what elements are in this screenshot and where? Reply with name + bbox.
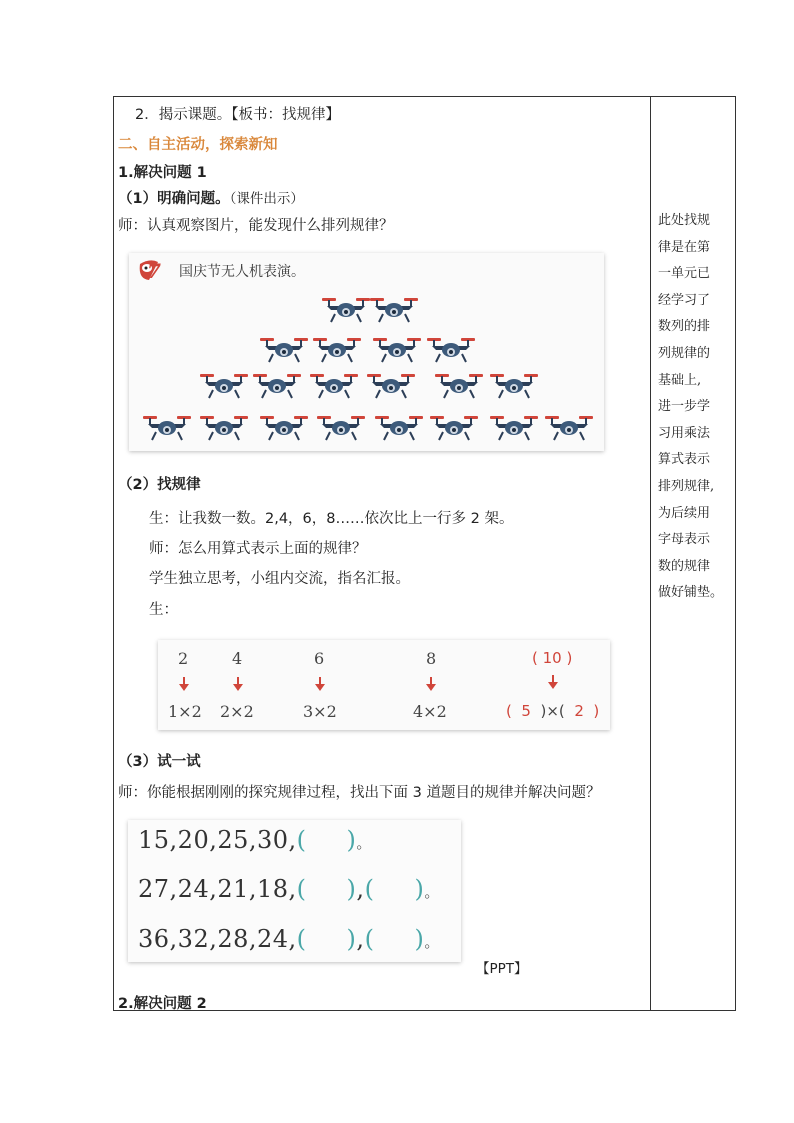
drone-card-label: 国庆节无人机表演。 (179, 264, 305, 280)
blank-close: ) (414, 925, 425, 953)
teaching-note-line: 经学习了 (658, 292, 711, 308)
drone-icon (199, 371, 249, 399)
down-arrow-icon (179, 677, 189, 691)
problem1-heading: 1.解决问题 1 (118, 165, 207, 181)
blank-close: ) (346, 875, 357, 903)
reveal-topic-line: 2．揭示课题。【板书：找规律】 (135, 107, 340, 123)
teaching-note-line: 此处找规 (658, 213, 711, 228)
teaching-note-line: 做好铺垫。 (658, 585, 724, 601)
drone-icon (312, 335, 362, 363)
teaching-note-line: 基础上, (658, 372, 702, 388)
top-value-4: 8 (426, 649, 437, 668)
teaching-note-line: 排列规律, (658, 478, 715, 494)
bottom-expr-1: 1×2 (168, 702, 202, 721)
top-value-2: 4 (232, 649, 243, 668)
down-arrow-icon (233, 677, 243, 691)
teacher-question-1: 师：认真观察图片，能发现什么排列规律？ (118, 218, 394, 234)
teacher-line-2: 师：怎么用算式表示上面的规律？ (149, 541, 367, 557)
problem2-heading: 2.解决问题 2 (118, 996, 207, 1012)
student-line: 生：让我数一数。2,4，6，8……依次比上一行多 2 架。 (149, 511, 514, 527)
teaching-note-line: 一单元已 (658, 266, 711, 282)
blank-close: ) (346, 925, 357, 953)
teaching-note-line: 数的规律 (658, 558, 711, 574)
drone-icon (372, 335, 422, 363)
drone-icon (199, 413, 249, 441)
step1-line (118, 187, 304, 208)
comma: , (356, 925, 365, 953)
teaching-note-line: 字母表示 (658, 532, 711, 548)
teaching-note-line: 律是在第 (658, 239, 711, 255)
sequence-1 (138, 826, 372, 854)
period: 。 (424, 883, 440, 901)
drone-icon (489, 413, 539, 441)
bottom-expr-4: 4×2 (413, 702, 447, 721)
down-arrow-icon (426, 677, 436, 691)
step3-title: （3）试一试 (118, 754, 201, 770)
drone-icon (316, 413, 366, 441)
down-arrow-icon (315, 677, 325, 691)
drone-icon (374, 413, 424, 441)
drone-card (129, 253, 604, 451)
drone-icon (489, 371, 539, 399)
step1-note: （课件出示） (229, 191, 304, 207)
sequence-3-values: 36,32,28,24, (138, 925, 297, 953)
drone-icon (369, 295, 419, 323)
down-arrow-icon (548, 675, 558, 689)
blank-open: ( (296, 875, 307, 903)
top-value-3: 6 (314, 649, 325, 668)
drone-icon (366, 371, 416, 399)
ppt-tag: 【PPT】 (476, 961, 528, 977)
drone-icon (434, 371, 484, 399)
step1-title: （1）明确问题。 (118, 191, 230, 207)
drone-icon (429, 413, 479, 441)
drone-icon (252, 371, 302, 399)
sequence-2 (138, 875, 440, 903)
column-divider (650, 96, 651, 1011)
teacher-line-3: 师：你能根据刚刚的探究规律过程，找出下面 3 道题目的规律并解决问题？ (118, 785, 601, 801)
drone-icon (142, 413, 192, 441)
blank-open: ( (296, 826, 307, 854)
blank-open: ( (364, 925, 375, 953)
period: 。 (356, 834, 372, 852)
teaching-note-line: 习用乘法 (658, 425, 711, 441)
teaching-note-line: 算式表示 (658, 452, 711, 468)
teaching-note-line: 进一步学 (658, 399, 711, 415)
badge-number: 7 (147, 259, 161, 283)
drone-icon (259, 413, 309, 441)
drone-icon (259, 335, 309, 363)
sequence-3 (138, 925, 440, 953)
period: 。 (424, 933, 440, 951)
teaching-note-line: 为后续用 (658, 505, 711, 521)
bottom-expr-3: 3×2 (303, 702, 337, 721)
answer-multiplier: 5 (521, 702, 531, 720)
blank-close: ) (414, 875, 425, 903)
top-answer: ( 10 ) (532, 649, 573, 667)
blank-close: ) (346, 826, 357, 854)
pattern-card (158, 640, 610, 730)
top-value-1: 2 (178, 649, 189, 668)
teaching-note-line: 列规律的 (658, 345, 711, 361)
bottom-expr-2: 2×2 (220, 702, 254, 721)
bottom-answer-expr: ( 5 )×( 2 ) (506, 702, 600, 720)
sequence-card (128, 820, 461, 962)
student-label: 生： (149, 602, 178, 618)
sequence-1-values: 15,20,25,30, (138, 826, 297, 854)
top-answer-value: 10 (542, 649, 562, 667)
sequence-2-values: 27,24,21,18, (138, 875, 297, 903)
answer-factor: 2 (574, 702, 584, 720)
step2-title: （2）找规律 (118, 477, 201, 493)
activity-line: 学生独立思考，小组内交流，指名汇报。 (149, 571, 410, 587)
teaching-note (658, 208, 732, 607)
teaching-note-line: 数列的排 (658, 319, 711, 335)
blank-open: ( (364, 875, 375, 903)
drone-icon (321, 295, 371, 323)
comma: , (356, 875, 365, 903)
drone-icon (426, 335, 476, 363)
drone-icon (544, 413, 594, 441)
drone-icon (309, 371, 359, 399)
section-heading: 二、自主活动，探索新知 (118, 137, 278, 153)
times-sign: )×( (540, 702, 565, 720)
blank-open: ( (296, 925, 307, 953)
